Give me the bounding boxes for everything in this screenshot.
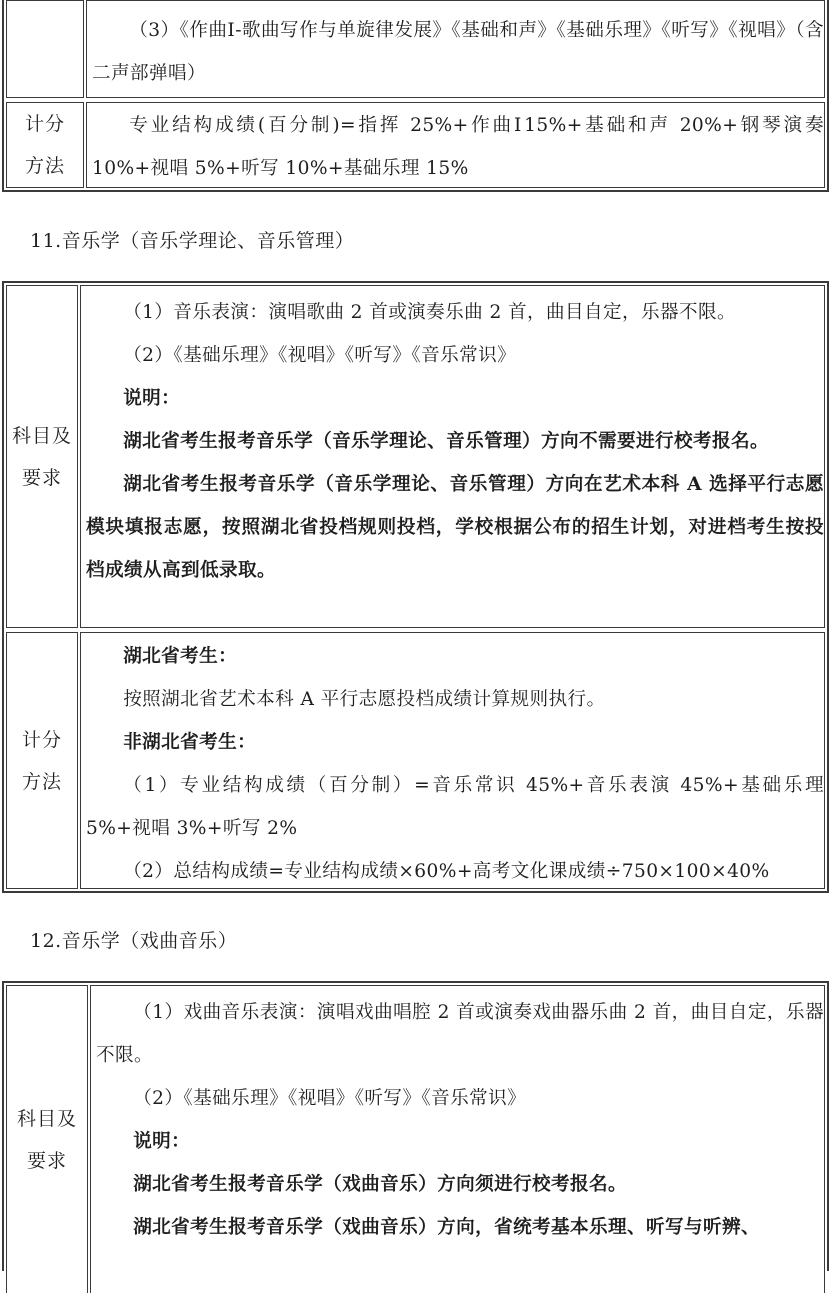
scoring-heading: 非湖北省考生： — [123, 732, 257, 753]
label-line: 方法 — [24, 155, 65, 177]
note-paragraph: 湖北省考生报考音乐学（音乐学理论、音乐管理）方向在艺术本科 A 选择平行志愿模块填报志愿，按照湖北省投档规则投档，学校根据公布的招生计划，对进档考生按投档成绩从高到低录取。 — [86, 474, 824, 581]
label-line: 计分 — [21, 728, 62, 751]
scoring-formula: （1）专业结构成绩（百分制）=音乐常识 45%+音乐表演 45%+基础乐理 5%+视唱 3%+听写 2% — [86, 775, 824, 839]
scoring-content-cell — [80, 632, 825, 889]
subjects-row-continued — [4, 0, 827, 100]
subject-item: （2）《基础乐理》《视唱》《听写》《音乐常识》 — [133, 1088, 527, 1109]
label-line: 科目及 — [16, 1107, 77, 1130]
subject-item: （1）戏曲音乐表演：演唱戏曲唱腔 2 首或演奏戏曲器乐曲 2 首，曲目自定，乐器不限。 — [96, 1002, 824, 1066]
note-paragraph: 湖北省考生报考音乐学（戏曲音乐）方向须进行校考报名。 — [133, 1174, 628, 1195]
subjects-content-cell — [80, 285, 825, 628]
scoring-formula: （2）总结构成绩=专业结构成绩×60%+高考文化课成绩÷750×100×40% — [123, 861, 770, 882]
subjects-label-cell — [6, 285, 78, 628]
scoring-row — [4, 630, 827, 891]
scoring-content-cell — [86, 102, 825, 188]
scoring-heading: 湖北省考生： — [123, 646, 238, 667]
note-paragraph: 湖北省考生报考音乐学（戏曲音乐）方向，省统考基本乐理、听写与听辨、 — [133, 1217, 760, 1238]
subjects-label-cell-empty — [6, 0, 84, 98]
note-heading: 说明： — [133, 1131, 191, 1152]
table-section-12 — [2, 981, 829, 1271]
note-paragraph: 湖北省考生报考音乐学（音乐学理论、音乐管理）方向不需要进行校考报名。 — [123, 431, 769, 452]
subject-line: （3）《作曲Ⅰ-歌曲写作与单旋律发展》《基础和声》《基础乐理》《听写》《视唱》（含二声部弹唱） — [92, 20, 824, 84]
label-line: 科目及 — [11, 424, 72, 447]
label-line: 方法 — [21, 770, 62, 793]
subject-item: （1）音乐表演：演唱歌曲 2 首或演奏乐曲 2 首，曲目自定，乐器不限。 — [123, 302, 736, 323]
scoring-label-cell — [6, 102, 84, 188]
scoring-row — [4, 100, 827, 190]
table-section-11 — [2, 281, 829, 893]
table-composition-continued — [2, 0, 829, 192]
label-line: 要求 — [21, 466, 62, 489]
section-heading-12: 12.音乐学（戏曲音乐） — [30, 930, 238, 952]
subjects-label-cell — [6, 985, 88, 1293]
note-heading: 说明： — [123, 388, 181, 409]
subject-item: （2）《基础乐理》《视唱》《听写》《音乐常识》 — [123, 345, 517, 366]
scoring-line: 按照湖北省艺术本科 A 平行志愿投档成绩计算规则执行。 — [123, 689, 606, 710]
label-line: 要求 — [26, 1149, 67, 1172]
subjects-content-cell — [86, 0, 825, 98]
subjects-row — [4, 983, 827, 1283]
section-heading-11: 11.音乐学（音乐学理论、音乐管理） — [30, 230, 355, 252]
subjects-row — [4, 283, 827, 630]
scoring-label-cell — [6, 632, 78, 889]
label-line: 计分 — [24, 113, 65, 135]
scoring-formula: 专业结构成绩(百分制)=指挥 25%+作曲Ⅰ15%+基础和声 20%+钢琴演奏 10%+视唱 5%+听写 10%+基础乐理 15% — [92, 115, 824, 179]
subjects-content-cell — [90, 985, 825, 1293]
